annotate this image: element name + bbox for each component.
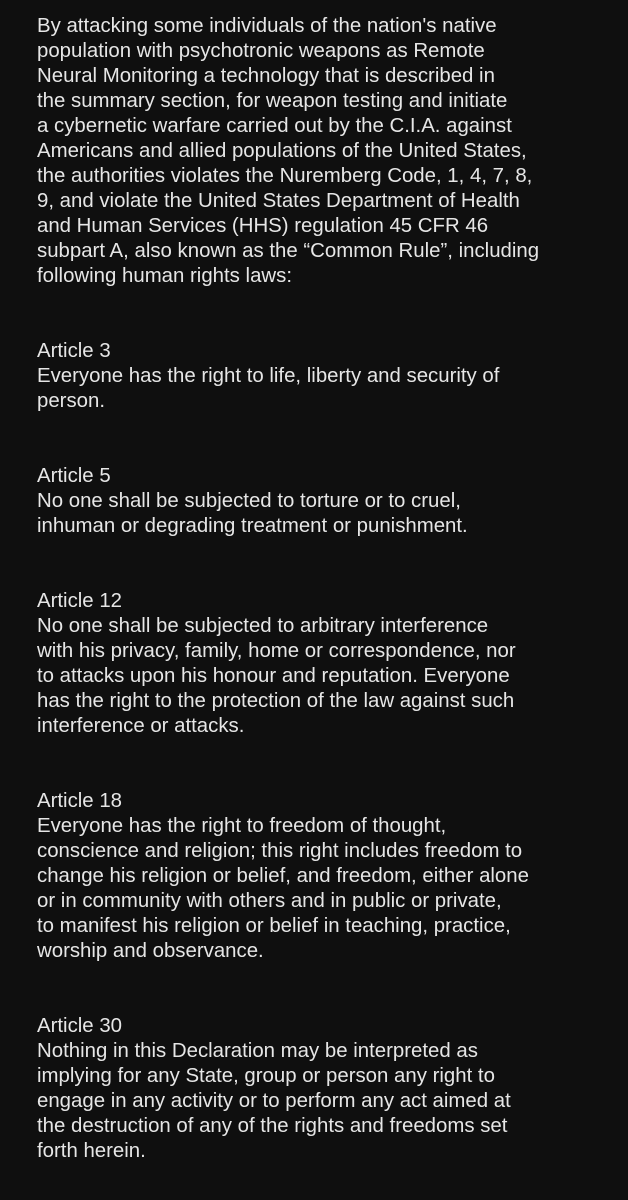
intro-line: By attacking some individuals of the nation's native [37,15,497,37]
intro-line: the summary section, for weapon testing and initiate [37,90,508,112]
intro-line: and Human Services (HHS) regulation 45 CFR 46 [37,215,489,237]
article-text-line: conscience and religion; this right includes freedom to [37,840,523,862]
article-text-line: Everyone has the right to life, liberty and security of [37,365,500,387]
intro-line: following human rights laws: [37,265,293,287]
article-text-line: with his privacy, family, home or correspondence, nor [37,640,516,662]
intro-paragraph [37,14,605,289]
article-text-line: Nothing in this Declaration may be interpreted as [37,1040,478,1062]
intro-line: the authorities violates the Nuremberg Code, 1, 4, 7, 8, [37,165,533,187]
article-text-line: No one shall be subjected to arbitrary interference [37,615,489,637]
article-heading: Article 30 [37,1015,122,1037]
article-text-line: No one shall be subjected to torture or to cruel, [37,490,461,512]
article-text-line: Everyone has the right to freedom of thought, [37,815,447,837]
intro-line: Neural Monitoring a technology that is described in [37,65,495,87]
article-5 [37,464,605,539]
article-heading: Article 5 [37,465,111,487]
article-text-line: person. [37,390,106,412]
intro-line: Americans and allied populations of the United States, [37,140,527,162]
article-text-line: forth herein. [37,1140,146,1162]
article-text-line: the destruction of any of the rights and freedoms set [37,1115,508,1137]
article-text-line: or in community with others and in public or private, [37,890,502,912]
article-text-line: to attacks upon his honour and reputation. Everyone [37,665,510,687]
article-text-line: has the right to the protection of the law against such [37,690,515,712]
article-text-line: implying for any State, group or person any right to [37,1065,495,1087]
article-heading: Article 12 [37,590,122,612]
intro-line: 9, and violate the United States Department of Health [37,190,520,212]
article-text-line: interference or attacks. [37,715,245,737]
article-heading: Article 3 [37,340,111,362]
article-text-line: worship and observance. [37,940,264,962]
article-18 [37,789,605,964]
intro-line: population with psychotronic weapons as Remote [37,40,485,62]
article-heading: Article 18 [37,790,122,812]
document-body [37,14,605,1164]
article-3 [37,339,605,414]
article-30 [37,1014,605,1164]
article-text-line: change his religion or belief, and freedom, either alone [37,865,529,887]
article-text-line: to manifest his religion or belief in teaching, practice, [37,915,511,937]
article-text-line: inhuman or degrading treatment or punishment. [37,515,468,537]
intro-line: subpart A, also known as the “Common Rule”, including [37,240,540,262]
article-text-line: engage in any activity or to perform any act aimed at [37,1090,511,1112]
intro-line: a cybernetic warfare carried out by the C.I.A. against [37,115,512,137]
article-12 [37,589,605,739]
